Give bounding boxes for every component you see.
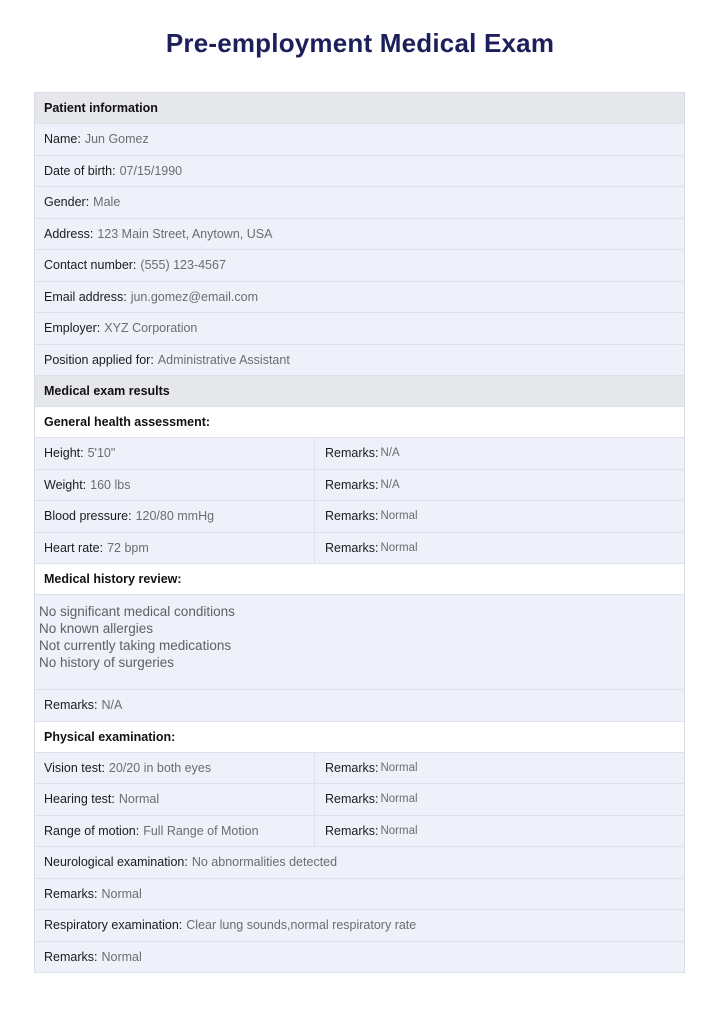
height-remarks-field[interactable]: N/A [380, 447, 400, 460]
exam-form [34, 92, 685, 973]
field-row-height [35, 438, 684, 470]
field-label: Address: [44, 226, 94, 241]
field-label: Weight: [44, 477, 87, 492]
subsection-header-history [35, 564, 684, 595]
range-of-motion-field[interactable]: Full Range of Motion [143, 823, 259, 838]
history-line: No history of surgeries [39, 655, 175, 670]
employer-field[interactable]: XYZ Corporation [104, 321, 198, 336]
field-row-neuro-remarks [35, 879, 684, 911]
neurological-field[interactable]: No abnormalities detected [191, 855, 338, 870]
field-row-employer [35, 313, 684, 345]
remarks-label: Remarks: [325, 760, 379, 775]
field-label: Email address: [44, 289, 127, 304]
neurological-remarks-field[interactable]: Normal [101, 886, 142, 901]
field-row-range-of-motion [35, 816, 684, 848]
page-title: Pre-employment Medical Exam [165, 28, 555, 58]
remarks-label: Remarks: [44, 949, 98, 964]
hearing-test-field[interactable]: Normal [118, 792, 160, 807]
field-label: Gender: [44, 195, 90, 210]
history-line: No known allergies [39, 621, 154, 636]
remarks-label: Remarks: [44, 698, 98, 713]
field-label: Height: [44, 446, 84, 461]
vision-test-field[interactable]: 20/20 in both eyes [108, 760, 212, 775]
heart-rate-remarks-field[interactable]: Normal [380, 541, 418, 554]
contact-number-field[interactable]: (555) 123-4567 [140, 258, 226, 273]
field-row-neurological [35, 847, 684, 879]
respiratory-remarks-field[interactable]: Normal [101, 949, 142, 964]
field-label: Position applied for: [44, 352, 154, 367]
subsection-title: General health assessment: [44, 415, 211, 429]
position-field[interactable]: Administrative Assistant [157, 352, 290, 367]
field-row-weight [35, 470, 684, 502]
remarks-label: Remarks: [325, 792, 379, 807]
field-row-gender [35, 187, 684, 219]
field-row-position [35, 345, 684, 377]
field-label: Name: [44, 132, 81, 147]
gender-field[interactable]: Male [93, 195, 121, 210]
weight-remarks-field[interactable]: N/A [380, 478, 400, 491]
weight-field[interactable]: 160 lbs [90, 477, 131, 492]
field-label: Contact number: [44, 258, 137, 273]
field-row-vision [35, 753, 684, 785]
field-label: Respiratory examination: [44, 918, 183, 933]
field-label: Heart rate: [44, 540, 104, 555]
field-row-hearing [35, 784, 684, 816]
field-row-address [35, 219, 684, 251]
name-field[interactable]: Jun Gomez [84, 132, 149, 147]
field-row-heart-rate [35, 533, 684, 565]
field-label: Date of birth: [44, 163, 116, 178]
blood-pressure-field[interactable]: 120/80 mmHg [135, 509, 215, 524]
respiratory-field[interactable]: Clear lung sounds,normal respiratory rate [186, 918, 417, 933]
field-row-blood-pressure [35, 501, 684, 533]
hearing-remarks-field[interactable]: Normal [380, 793, 418, 806]
subsection-title: Medical history review: [44, 572, 182, 586]
blood-pressure-remarks-field[interactable]: Normal [380, 510, 418, 523]
section-header-patient-info [35, 93, 684, 124]
section-header-exam-results [35, 376, 684, 407]
field-row-respiratory [35, 910, 684, 942]
vision-remarks-field[interactable]: Normal [380, 761, 418, 774]
address-field[interactable]: 123 Main Street, Anytown, USA [97, 226, 273, 241]
section-title: Patient information [44, 101, 158, 115]
history-line: No significant medical conditions [39, 604, 235, 619]
heart-rate-field[interactable]: 72 bpm [107, 540, 149, 555]
email-field[interactable]: jun.gomez@email.com [130, 289, 259, 304]
field-label: Employer: [44, 321, 101, 336]
remarks-label: Remarks: [325, 446, 379, 461]
remarks-label: Remarks: [325, 477, 379, 492]
subsection-header-general [35, 407, 684, 438]
section-title: Medical exam results [44, 384, 170, 398]
remarks-label: Remarks: [325, 540, 379, 555]
remarks-label: Remarks: [44, 886, 98, 901]
range-of-motion-remarks-field[interactable]: Normal [380, 824, 418, 837]
field-row-contact [35, 250, 684, 282]
field-row-dob [35, 156, 684, 188]
subsection-title: Physical examination: [44, 729, 176, 744]
field-row-history-remarks [35, 690, 684, 722]
field-label: Blood pressure: [44, 509, 132, 524]
height-field[interactable]: 5'10" [87, 446, 116, 461]
history-remarks-field[interactable]: N/A [101, 698, 123, 713]
field-label: Vision test: [44, 760, 105, 775]
history-line: Not currently taking medications [39, 638, 232, 653]
field-row-email [35, 282, 684, 314]
field-label: Hearing test: [44, 792, 115, 807]
medical-history-textarea[interactable] [35, 595, 684, 690]
field-row-resp-remarks [35, 942, 684, 974]
remarks-label: Remarks: [325, 823, 379, 838]
field-row-name [35, 124, 684, 156]
dob-field[interactable]: 07/15/1990 [119, 163, 183, 178]
field-label: Range of motion: [44, 823, 140, 838]
remarks-label: Remarks: [325, 509, 379, 524]
field-label: Neurological examination: [44, 855, 188, 870]
subsection-header-physical [35, 722, 684, 753]
